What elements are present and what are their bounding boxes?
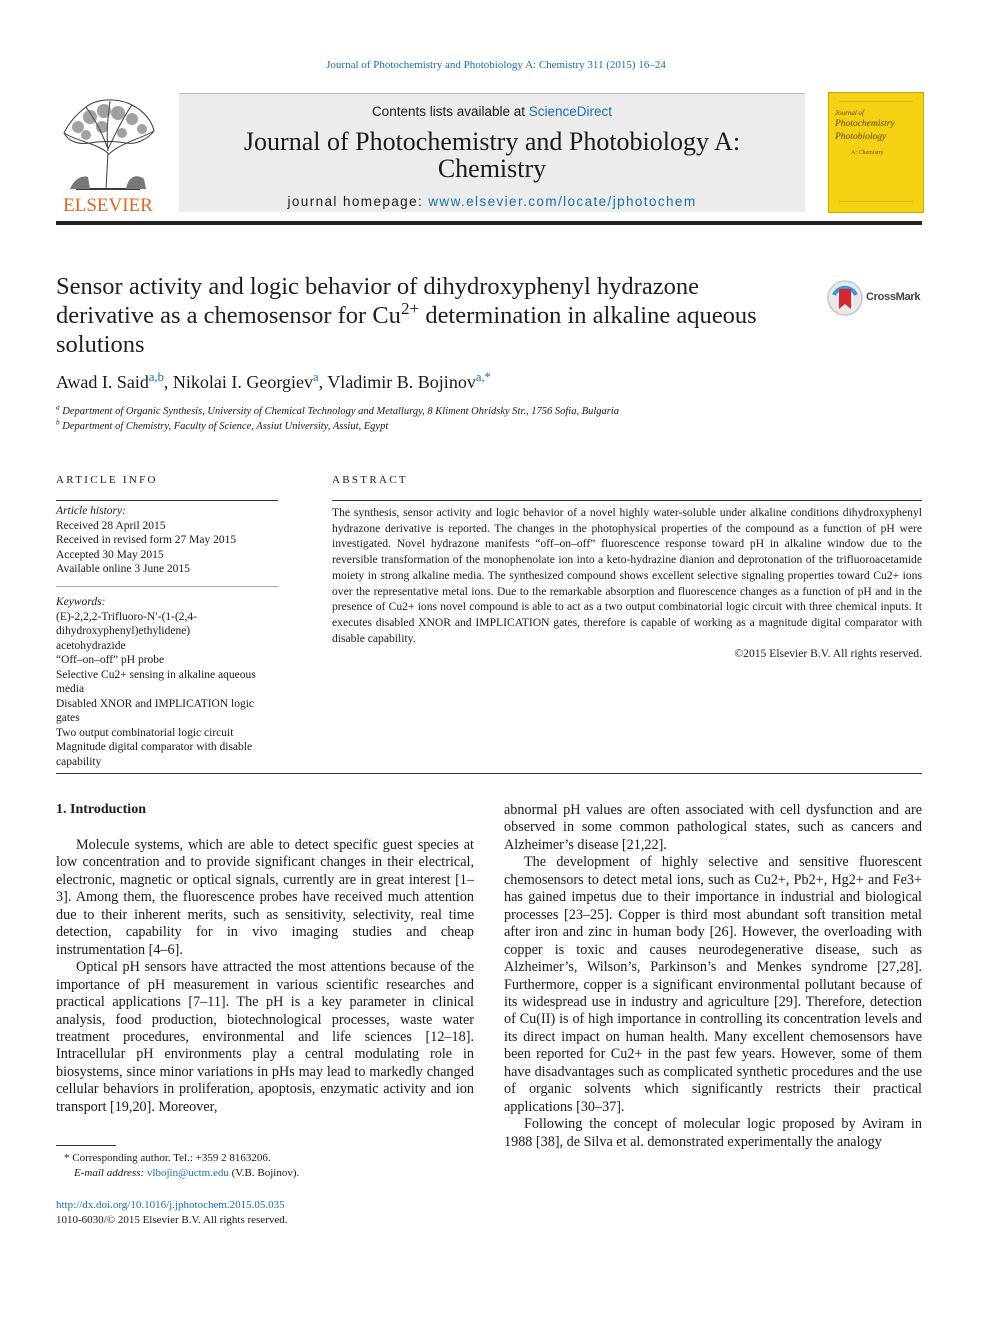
keywords-label: Keywords: (56, 596, 106, 608)
title-text: derivative as a chemosensor for Cu (56, 302, 401, 329)
footnote-rule (56, 1145, 116, 1146)
affiliation-mark: b (56, 417, 60, 426)
journal-header-band (179, 93, 805, 212)
affiliation-text: Department of Chemistry, Faculty of Science, Assiut University, Assiut, Egypt (62, 420, 389, 432)
crossmark-label: CrossMark (866, 291, 921, 303)
journal-homepage (179, 194, 805, 209)
author-affiliation-mark[interactable]: a (313, 370, 319, 384)
affiliation-a (56, 402, 916, 420)
author[interactable] (56, 372, 164, 392)
keyword-item: media (56, 683, 85, 695)
keyword-item: capability (56, 755, 102, 768)
author-name: Awad I. Said (56, 372, 149, 392)
footnotes (56, 1151, 474, 1181)
keyword-item: Selective Cu2+ sensing in alkaline aqueous (56, 668, 256, 681)
affiliations (56, 402, 916, 434)
author[interactable] (327, 372, 491, 392)
cover-title-line3: Photobiology (835, 132, 887, 142)
history-item: Accepted 30 May 2015 (56, 548, 164, 561)
keyword-item: gates (56, 712, 80, 724)
issn-line: 1010-6030/© 2015 Elsevier B.V. All rights reserved. (56, 1214, 288, 1226)
body-column-left (56, 837, 474, 1116)
body-paragraph: Following the concept of molecular logic proposed by Aviram in 1988 [38], de Silva et al. demonstrated experimentally the analogy (504, 1116, 922, 1150)
affiliation-b (56, 417, 916, 435)
author-name: Vladimir B. Bojinov (327, 372, 476, 392)
article-title (56, 272, 816, 359)
cover-subtitle: A: Chemistry (851, 150, 884, 156)
cover-title (835, 109, 919, 144)
history-item: Received 28 April 2015 (56, 519, 166, 532)
title-superscript: 2+ (400, 298, 420, 318)
history-label: Article history: (56, 505, 126, 517)
elsevier-logo (56, 93, 160, 215)
keywords-rule (56, 586, 278, 587)
body-paragraph: Optical pH sensors have attracted the most attentions because of the importance of pH measurement in various scientific researches and practical applications [7–11]. The pH is a key parameter in clinical analysis, food production, biotechnological processes, waste water treatment procedures, environmental and life sciences [12–18]. Intracellular pH environments play a central modulating role in biosystems, since minor variations in pHs may lead to markedly changed cellular behaviors in proliferation, apoptosis, enzymatic activity and ion transport [19,20]. Moreover, (56, 959, 474, 1115)
homepage-link[interactable]: www.elsevier.com/locate/jphotochem (428, 194, 697, 209)
cover-rule (839, 201, 913, 202)
article-title-line2 (56, 298, 816, 330)
body-column-right (504, 802, 922, 1151)
history-item: Received in revised form 27 May 2015 (56, 534, 237, 546)
doi-link[interactable]: http://dx.doi.org/10.1016/j.jphotochem.2015.05.035 (56, 1199, 285, 1211)
keyword-item: Two output combinatorial logic circuit (56, 726, 234, 739)
abstract (332, 505, 922, 662)
crossmark-badge[interactable] (826, 279, 926, 317)
author-name: Nikolai I. Georgiev (172, 372, 314, 392)
keyword-item: Magnitude digital comparator with disable (56, 741, 253, 753)
keywords (56, 595, 278, 769)
doi-block (56, 1198, 474, 1228)
article-title-line1: Sensor activity and logic behavior of dihydroxyphenyl hydrazone (56, 273, 699, 300)
abstract-copyright: ©2015 Elsevier B.V. All rights reserved. (734, 647, 922, 661)
cover-title-line1: Journal of (835, 109, 864, 117)
abstract-rule (332, 500, 922, 501)
article-info-rule (56, 500, 278, 501)
crossmark-icon (826, 279, 864, 317)
svg-text:ELSEVIER: ELSEVIER (63, 195, 153, 215)
contents-prefix: Contents lists available at (371, 104, 529, 119)
header-divider (56, 221, 922, 225)
author-list (56, 372, 916, 393)
corresponding-author-note: * Corresponding author. Tel.: +359 2 8163206. (64, 1152, 271, 1164)
email-link[interactable]: vlbojin@uctm.edu (146, 1167, 229, 1179)
author-affiliation-mark[interactable]: a,b (148, 370, 164, 384)
keyword-item: “Off–on–off” pH probe (56, 654, 165, 666)
affiliation-mark: a (56, 402, 60, 412)
author[interactable] (173, 372, 319, 392)
author-separator: , (163, 372, 173, 392)
sciencedirect-link[interactable]: ScienceDirect (528, 104, 613, 119)
body-paragraph: The development of highly selective and sensitive fluorescent chemosensors to detect metal ions, such as Cu2+, Pb2+, Hg2+ and Fe3+ has gained impetus due to their importance in industrial and biological processes [23–25]. Copper is third most abundant soft transition metal after iron and zinc in human body [26]. However, the overloading with copper is toxic and causes neurodegenerative disease, such as Alzheimer’s, Wilson’s, Parkinson’s and Menkes syndrome [27,28]. Furthermore, copper is a significant environmental pollutant because of its widespread use in industry and agriculture [29]. Therefore, detection of Cu(II) is of high importance in controlling its concentration levels and its direct impact on human health. Many excellent chemosensors have been reported for Cu2+ in the past few years. However, some of them have disadvantages such as complicated synthetic procedures and the use of organic solvents which significantly restricts their practical applications [30–37]. (504, 854, 922, 1115)
affiliation-text: Department of Organic Synthesis, University of Chemical Technology and Metallurgy, 8 Kliment Ohridsky Str., 1756 Sofia, Bulgaria (62, 406, 620, 417)
journal-cover-thumbnail[interactable] (828, 92, 924, 213)
homepage-prefix: journal homepage: (287, 194, 429, 209)
journal-title-line1: Journal of Photochemistry and Photobiology A: (243, 127, 741, 156)
body-paragraph: abnormal pH values are often associated with cell dysfunction and are observed in some common pathological states, such as cancers and Alzheimer’s disease [21,22]. (504, 802, 922, 853)
keyword-item: acetohydrazide (56, 639, 126, 652)
section-heading: 1. Introduction (56, 802, 146, 817)
article-info-heading: ARTICLE INFO (56, 474, 158, 486)
keyword-item: Disabled XNOR and IMPLICATION logic (56, 697, 255, 710)
author-separator: , (318, 372, 328, 392)
body-paragraph: Molecule systems, which are able to detect specific guest species at low concentration and to provide significant changes in their electrical, electronic, magnetic or optical signals, currently are in great interest [1–3]. Among them, the fluorescence probes have received much attention due to their inherent merits, such as sensitivity, selectivity, real time detection, capability for in vivo imaging studies and cheap instrumentation [4–6]. (56, 837, 474, 958)
journal-citation[interactable]: Journal of Photochemistry and Photobiology A: Chemistry 311 (2015) 16–24 (326, 59, 666, 71)
abstract-text: The synthesis, sensor activity and logic behavior of a novel highly water-soluble under alkaline conditions dihydroxyphenyl hydrazone derivative is reported. The changes in the photophysical properties of the compound as a function of pH were investigated. Novel hydrazone manifests “off–on–off” fluorescence response toward pH in alkaline window due to the reversible transformation of the monophenolate ion into a keto-hydrazine dianion and deprotonation of the trifluoroacetamide moiety in strong alkaline media. The synthesized compound shows excellent selective signaling properties toward Cu2+ ions over the representative metal ions. Due to the remarkable absorption and fluorescence changes as a function of pH and in the presence of Cu2+ ions novel compound is able to act as a two output combinatorial logic circuit with three chemical inputs. It executes disabled XNOR and IMPLICATION gates, therefore is capable of working as a magnitude digital comparator with disable capability. (332, 506, 922, 645)
elsevier-tree-icon (56, 93, 160, 215)
article-history (56, 504, 278, 577)
title-text: determination in alkaline aqueous (419, 302, 757, 329)
section-divider (56, 773, 922, 774)
cover-title-line2: Photochemistry (835, 119, 895, 129)
abstract-heading: ABSTRACT (332, 474, 408, 486)
history-item: Available online 3 June 2015 (56, 563, 190, 575)
journal-title (179, 128, 805, 182)
email-note (56, 1166, 474, 1181)
keyword-item: (E)-2,2,2-Trifluoro-N′-(1-(2,4- (56, 610, 198, 623)
author-affiliation-mark[interactable]: a,* (475, 370, 491, 384)
keyword-item: dihydroxyphenyl)ethylidene) (56, 625, 191, 637)
contents-line (179, 104, 805, 119)
article-title-line3: solutions (56, 331, 145, 358)
cover-rule (839, 101, 913, 102)
journal-title-line2: Chemistry (437, 154, 547, 183)
email-owner: (V.B. Bojinov). (228, 1167, 300, 1179)
email-label: E-mail address: (74, 1167, 147, 1179)
